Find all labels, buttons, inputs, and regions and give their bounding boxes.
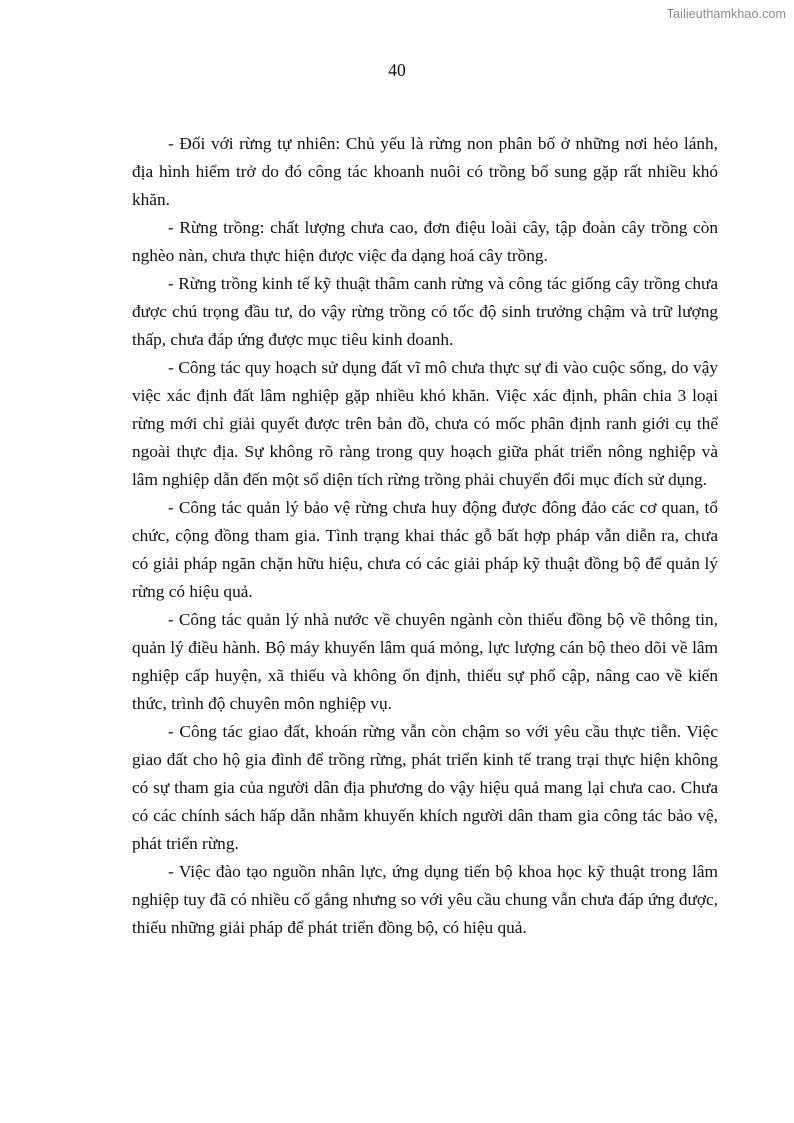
paragraph-intensive-plantation: - Rừng trồng kinh tế kỹ thuật thâm canh rừng và công tác giống cây trồng chưa được chú trọng đầu tư, do vậy rừng trồng có tốc độ sinh trưởng chậm và trữ lượng thấp, chưa đáp ứng được mục tiêu kinh doanh. bbox=[132, 274, 718, 349]
watermark-text: Tailieuthamkhao.com bbox=[666, 7, 786, 21]
page-number: 40 bbox=[388, 60, 406, 80]
paragraph-human-resources: - Việc đào tạo nguồn nhân lực, ứng dụng tiến bộ khoa học kỹ thuật trong lâm nghiệp tuy đã có nhiều cố gắng nhưng so với yêu cầu chung vẫn chưa đáp ứng được, thiếu những giải pháp để phát triển đồng bộ, có hiệu quả. bbox=[132, 862, 718, 937]
paragraph-land-use-planning: - Công tác quy hoạch sử dụng đất vĩ mô chưa thực sự đi vào cuộc sống, do vậy việc xác định đất lâm nghiệp gặp nhiều khó khăn. Việc xác định, phân chia 3 loại rừng mới chỉ giải quyết được trên bản đồ, chưa có mốc phân định ranh giới cụ thể ngoài thực địa. Sự không rõ ràng trong quy hoạch giữa phát triển nông nghiệp và lâm nghiệp dẫn đến một số diện tích rừng trồng phải chuyển đổi mục đích sử dụng. bbox=[132, 358, 718, 489]
paragraph-planted-forest: - Rừng trồng: chất lượng chưa cao, đơn điệu loài cây, tập đoàn cây trồng còn nghèo nàn, chưa thực hiện được việc đa dạng hoá cây trồng. bbox=[132, 218, 718, 265]
document-body bbox=[132, 130, 718, 942]
paragraph-forest-protection: - Công tác quản lý bảo vệ rừng chưa huy động được đông đảo các cơ quan, tổ chức, cộng đồng tham gia. Tình trạng khai thác gỗ bất hợp pháp vẫn diễn ra, chưa có giải pháp ngăn chặn hữu hiệu, chưa có các giải pháp kỹ thuật đồng bộ để quản lý rừng có hiệu quả. bbox=[132, 498, 718, 601]
paragraph-state-management: - Công tác quản lý nhà nước về chuyên ngành còn thiếu đồng bộ về thông tin, quản lý điều hành. Bộ máy khuyến lâm quá mỏng, lực lượng cán bộ theo dõi về lâm nghiệp cấp huyện, xã thiếu và không ổn định, thiếu sự phổ cập, nâng cao về kiến thức, trình độ chuyên môn nghiệp vụ. bbox=[132, 610, 718, 713]
paragraph-land-allocation: - Công tác giao đất, khoán rừng vẫn còn chậm so với yêu cầu thực tiễn. Việc giao đất cho hộ gia đình để trồng rừng, phát triển kinh tế trang trại thực hiện không có sự tham gia của người dân địa phương do vậy hiệu quả mang lại chưa cao. Chưa có các chính sách hấp dẫn nhằm khuyến khích người dân tham gia công tác bảo vệ, phát triển rừng. bbox=[132, 722, 718, 853]
paragraph-natural-forest: - Đối với rừng tự nhiên: Chủ yếu là rừng non phân bố ở những nơi hẻo lánh, địa hình hiểm trở do đó công tác khoanh nuôi có trồng bổ sung gặp rất nhiều khó khăn. bbox=[132, 134, 718, 209]
